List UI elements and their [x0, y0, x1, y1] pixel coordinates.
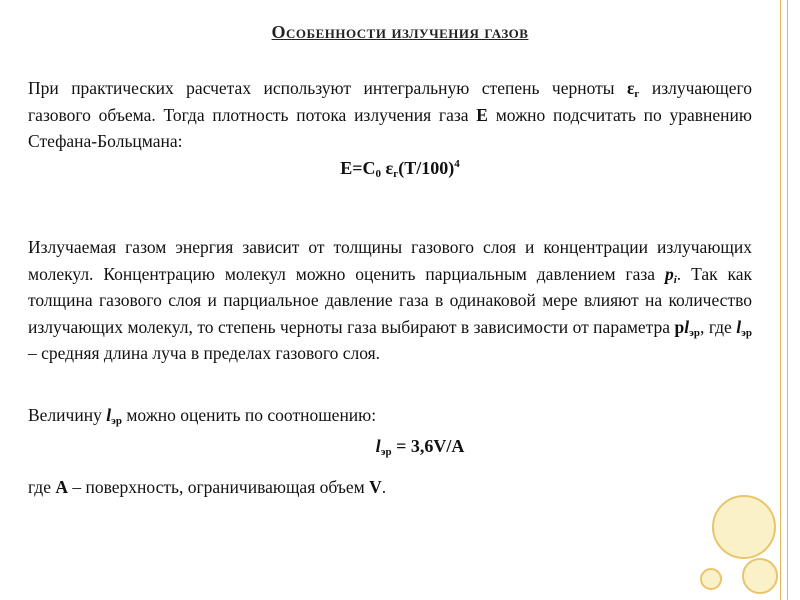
symbol-l: l	[736, 316, 742, 337]
symbol-l: l	[106, 405, 112, 425]
decor-circle-medium	[742, 558, 778, 594]
formula-stefan-boltzmann	[0, 158, 800, 179]
text: Величину	[28, 405, 107, 425]
subscript: эр	[111, 415, 122, 427]
slide-frame-border	[780, 0, 800, 600]
text: .	[381, 477, 387, 497]
symbol-v: V	[369, 477, 382, 497]
subscript: эр	[380, 446, 392, 458]
decor-circle-small	[700, 568, 722, 590]
text: . Так как толщина газового слоя и парциальное давление газа в одинаковой мере влияют на количество излучающих молекул, то степень черноты газа выбирают в зависимости от параметра	[28, 263, 753, 337]
paragraph-estimate	[28, 402, 752, 429]
formula-part: E=C	[340, 158, 376, 178]
subscript: эр	[689, 326, 700, 339]
formula-beam-length	[20, 436, 800, 457]
symbol-a: A	[55, 477, 68, 497]
decor-circle-large	[712, 495, 776, 559]
slide-frame-line	[787, 0, 788, 600]
formula-part: ε	[381, 158, 394, 178]
symbol-l: l	[375, 436, 381, 456]
text: излучающего газового объема. Тогда плотность потока излучения газа	[28, 78, 752, 125]
symbol-l: l	[684, 316, 690, 337]
text: где	[28, 477, 56, 497]
superscript: 4	[454, 158, 460, 170]
subscript: i	[673, 273, 677, 286]
paragraph-concentration	[28, 234, 752, 367]
symbol-p: p	[664, 263, 674, 284]
text: При практических расчетах используют интегральную степень черноты	[28, 78, 627, 98]
symbol-p: p	[674, 316, 685, 337]
text: можно подсчитать по уравнению Стефана-Больцмана:	[28, 104, 752, 151]
formula-part: (T/100)	[398, 158, 455, 178]
subscript: эр	[741, 326, 752, 339]
text: Излучаемая газом энергия зависит от толщины газового слоя и концентрации излучающих молекул. Концентрацию молекул можно оценить парциальным давлением газа	[28, 237, 752, 284]
text: , где	[700, 316, 737, 337]
text: – средняя длина луча в пределах газового слоя.	[28, 343, 381, 363]
subscript: 0	[375, 168, 382, 180]
paragraph-definitions	[28, 474, 752, 501]
text: – поверхность, ограничивающая объем	[68, 477, 370, 497]
subscript: г	[634, 88, 640, 100]
symbol-e: E	[476, 104, 488, 125]
symbol-epsilon: ε	[626, 78, 635, 98]
paragraph-intro	[28, 75, 752, 155]
text: можно оценить по соотношению:	[121, 405, 377, 425]
slide-title: Особенности излучения газов	[271, 22, 529, 42]
subscript: г	[393, 168, 399, 180]
formula-part: = 3,6V/A	[391, 436, 465, 456]
